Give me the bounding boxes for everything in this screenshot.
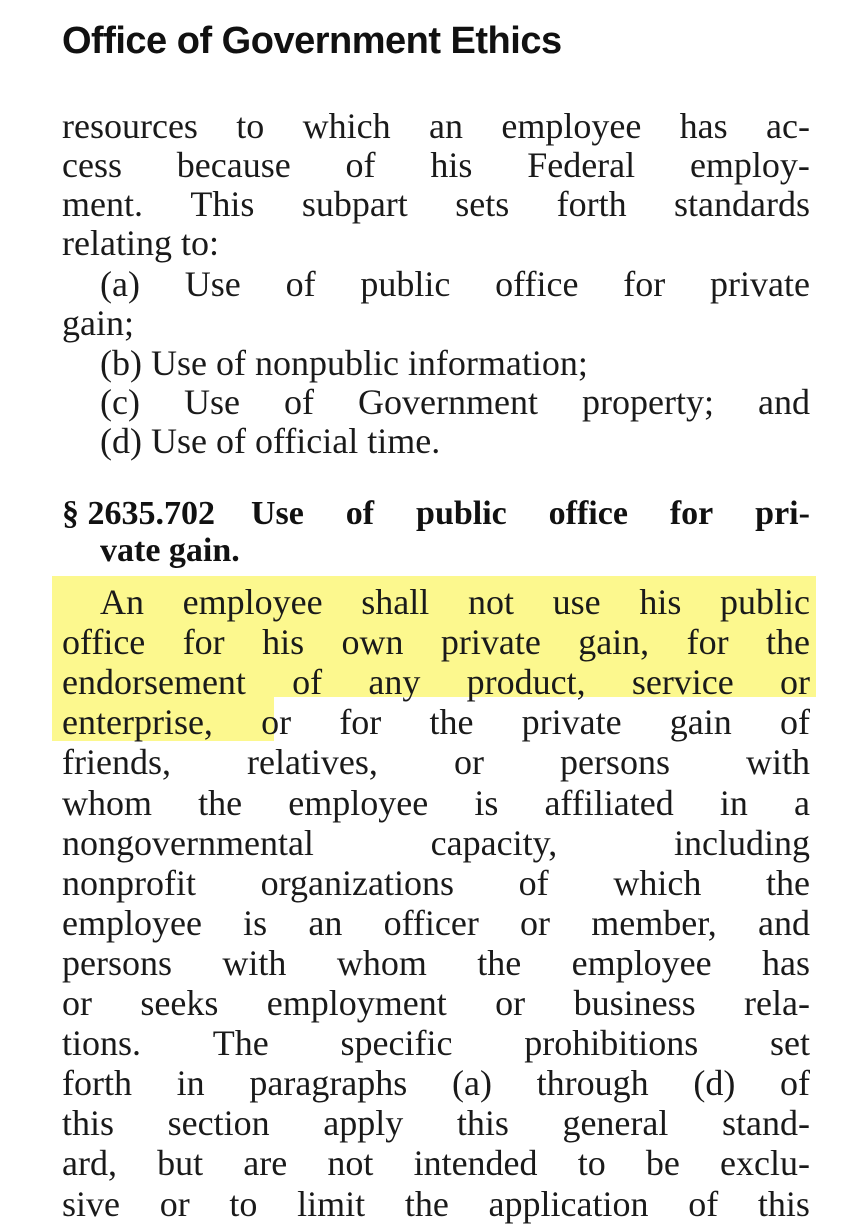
intro-line [62,145,810,185]
word: relatives, [246,742,378,782]
word: employee [182,582,323,622]
word: Use [183,382,240,422]
list-item-b: (b) Use of nonpublic information; [100,343,588,383]
body-line [62,1063,810,1103]
word: for [669,495,714,532]
word: tions. [62,1023,142,1063]
word: The [212,1023,269,1063]
word: product, [466,662,586,702]
word: service [631,662,734,702]
intro-line [62,184,810,224]
word: friends, [62,742,171,782]
word: (d) [693,1063,736,1103]
word: the [765,622,810,662]
word: public [416,495,507,532]
word: business [573,983,696,1023]
word: because [176,145,291,185]
word: a [794,783,810,823]
word: which [302,106,391,146]
word: for [339,702,382,742]
word: this [456,1103,509,1143]
word: Use [184,264,241,304]
word: capacity, [430,823,558,863]
word: of [345,495,375,532]
word: or [495,983,526,1023]
word: has [679,106,728,146]
word: (a) [451,1063,492,1103]
word: of [780,1063,810,1103]
body-line [62,863,810,903]
word: employee [501,106,642,146]
list-item-a [100,264,810,304]
body-line [62,903,810,943]
word: his [639,582,682,622]
word: employee [288,783,429,823]
word: private [521,702,622,742]
word: and [757,382,810,422]
word: set [770,1023,810,1063]
body-line [62,983,810,1023]
word: not [327,1143,374,1183]
word: for [623,264,666,304]
word: to [577,1143,606,1183]
section-heading [62,494,810,534]
word: private [440,622,541,662]
body-line [62,943,810,983]
word: Government [358,382,538,422]
word: is [474,783,499,823]
section-title-line1 [251,494,810,534]
word: office [495,264,579,304]
word: through [536,1063,649,1103]
word: and [757,903,810,943]
word: paragraphs [249,1063,408,1103]
word: his [430,145,473,185]
word: standards [674,184,810,224]
word: including [674,823,810,863]
word: subpart [301,184,408,224]
word: in [719,783,748,823]
word: has [761,943,810,983]
word: for [686,622,729,662]
section-number: § 2635.702 [62,495,215,532]
word: or [453,742,484,782]
word: employment [266,983,447,1023]
body-line [62,622,810,662]
word: of [518,863,549,903]
intro-line: relating to: [62,223,219,263]
word: public [720,582,810,622]
word: are [243,1143,288,1183]
word: any [368,662,421,702]
word: gain [669,702,732,742]
body-line [62,662,810,702]
word: the [429,702,474,742]
word: officer [383,903,479,943]
word: endorsement [62,662,246,702]
word: or [62,983,92,1023]
word: this [62,1103,115,1143]
word: member, [591,903,717,943]
word: ment. [62,184,143,224]
word: to [236,106,265,146]
word: gain, [578,622,650,662]
word: Federal [527,145,636,185]
word: in [176,1063,205,1103]
body-line [62,783,810,823]
word: rela- [744,983,810,1023]
word: affiliated [544,783,674,823]
word: intended [413,1143,538,1183]
word: exclu- [720,1143,810,1183]
word: whom [336,943,427,983]
word: of [688,1184,719,1224]
word: ac- [766,106,810,146]
word: own [341,622,404,662]
word: apply [323,1103,404,1143]
body-line [62,742,810,782]
word: the [477,943,522,983]
word: ard, [62,1143,117,1183]
word: shall [361,582,430,622]
word: property; [581,382,714,422]
word: of [284,382,314,422]
word: not [467,582,514,622]
word: office [548,495,628,532]
body-line [62,1143,810,1183]
word: with [745,742,810,782]
word: employee [571,943,712,983]
page-header: Office of Government Ethics [62,20,562,62]
word: an [429,106,463,146]
word: This [190,184,255,224]
word: use [552,582,601,622]
word: stand- [721,1103,810,1143]
word: whom [62,783,152,823]
word: to [229,1184,258,1224]
word: of [292,662,323,702]
word: enterprise, [62,702,213,742]
word: section [167,1103,270,1143]
intro-line [62,106,810,146]
word: or [159,1184,190,1224]
word: cess [62,145,122,185]
word: forth [556,184,627,224]
word: this [757,1184,810,1224]
word: limit [297,1184,366,1224]
word: nonprofit [62,863,196,903]
word: office [62,622,146,662]
word: specific [340,1023,453,1063]
word: sive [62,1184,120,1224]
word: the [404,1184,449,1224]
word: employ- [689,145,810,185]
word: general [562,1103,669,1143]
word: prohibitions [524,1023,699,1063]
word: but [157,1143,204,1183]
word: nongovernmental [62,823,314,863]
word: which [613,863,702,903]
word: an [308,903,343,943]
word: is [243,903,268,943]
word: the [198,783,243,823]
word: of [285,264,316,304]
word: sets [455,184,510,224]
word: of [779,702,810,742]
word: An [100,582,144,622]
list-item-c [100,382,810,422]
word: (c) [100,382,140,422]
body-line [62,823,810,863]
word: be [645,1143,680,1183]
body-line [62,1184,810,1224]
word: with [222,943,287,983]
body-line [62,1103,810,1143]
word: persons [559,742,670,782]
word: or [520,903,551,943]
word: application [488,1184,649,1224]
word: for [182,622,225,662]
word: public [360,264,451,304]
word: of [345,145,376,185]
list-item-d: (d) Use of official time. [100,421,441,461]
word: persons [62,943,172,983]
word: or [261,702,292,742]
word: forth [62,1063,132,1103]
body-line [62,702,810,742]
word: pri- [755,495,810,532]
word: organizations [260,863,454,903]
body-line [100,582,810,622]
section-title-line2: vate gain. [100,532,240,569]
word: employee [62,903,202,943]
list-item-a-cont: gain; [62,303,134,343]
word: (a) [100,264,140,304]
word: or [780,662,810,702]
word: Use [251,495,304,532]
word: resources [62,106,198,146]
word: the [766,863,810,903]
word: his [262,622,305,662]
body-line [62,1023,810,1063]
word: private [710,264,810,304]
word: seeks [140,983,219,1023]
